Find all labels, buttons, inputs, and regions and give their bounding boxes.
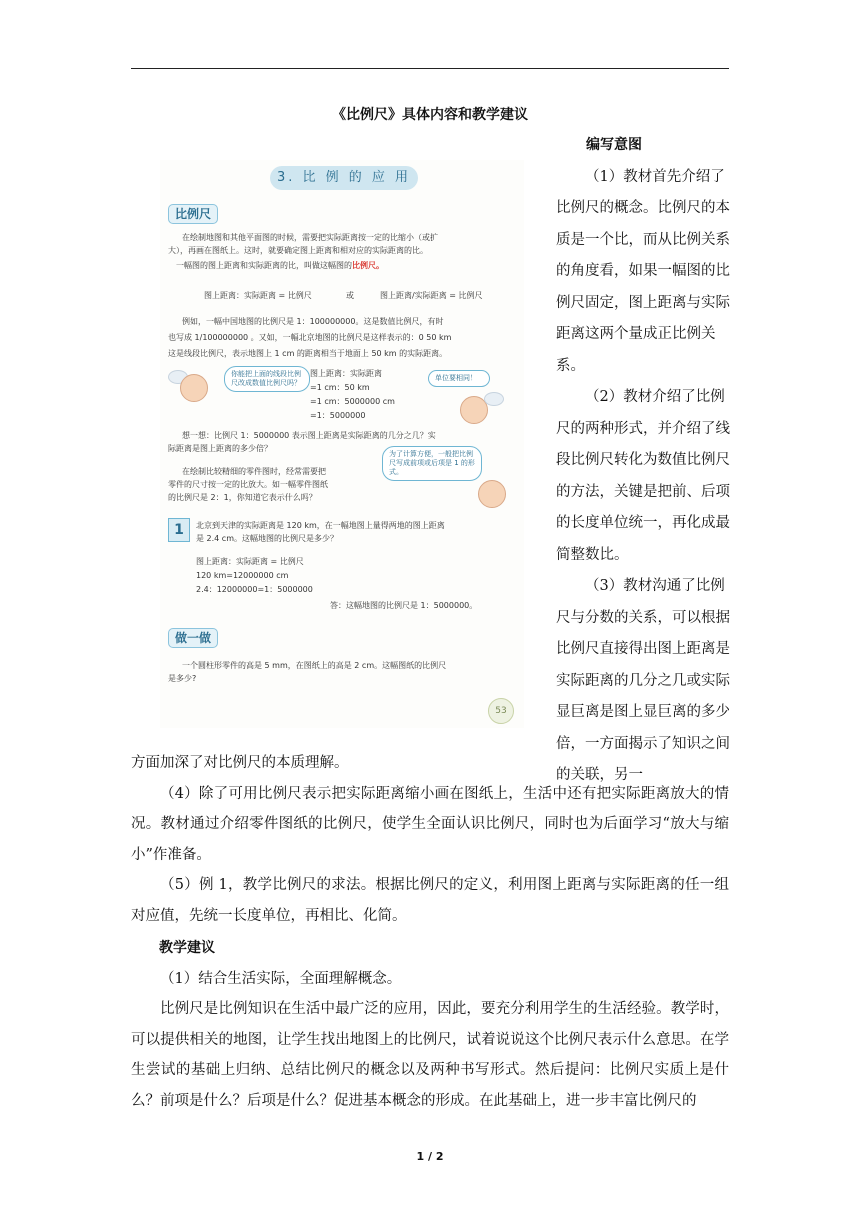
tag-try: 做一做 <box>168 628 218 648</box>
intent-paragraph-5: （5）例 1，教学比例尺的求法。根据比例尺的定义，利用图上距离与实际距离的任一组对应值，先统一长度单位，再相比、化简。 <box>131 877 729 924</box>
intent-paragraph-3: （3）教材沟通了比例尺与分数的关系，可以根据比例尺直接得出图上距离是实际距离的几分之几或实际显巨离是图上显巨离的多少倍，一方面揭示了知识之间的关联，另一 <box>556 578 730 783</box>
tb-formula1: 图上距离：实际距离 = 比例尺 <box>204 291 312 300</box>
tb-calc: =1 cm：5000000 cm <box>310 397 395 406</box>
document-title: 《比例尺》具体内容和教学建议 <box>332 107 528 123</box>
body-text <box>131 748 729 1116</box>
tb-line: 零件的尺寸按一定的比放大。如一幅零件图纸 <box>168 480 328 489</box>
speech-bubble: 单位要相同！ <box>428 370 490 387</box>
tb-solution: 120 km=12000000 cm <box>196 571 289 580</box>
tb-formula-or: 或 <box>346 291 354 300</box>
angel-illustration <box>180 374 208 402</box>
intent-paragraph-2: （2）教材介绍了比例尺的两种形式，并介绍了线段比例尺转化为数值比例尺的方法，关键是把前、后项的长度单位统一，再化成最简整数比。 <box>556 389 730 563</box>
intent-paragraph-4: （4）除了可用比例尺表示把实际距离缩小画在图纸上，生活中还有把实际距离放大的情况。教材通过介绍零件图纸的比例尺，使学生全面认识比例尺，同时也为后面学习“放大与缩小”作准备。 <box>131 785 729 863</box>
tb-line: 的比例尺是 2：1，你知道它表示什么吗？ <box>168 493 317 502</box>
tb-line: 例如，一幅中国地图的比例尺是 1：100000000。这是数值比例尺，有时 <box>182 317 444 326</box>
tb-line: 一个圆柱形零件的高是 5 mm，在图纸上的高是 2 cm。这幅图纸的比例尺 <box>182 661 447 670</box>
tb-line: 在绘制地图和其他平面图的时候，需要把实际距离按一定的比缩小（或扩 <box>182 233 438 242</box>
angel-illustration <box>478 480 506 508</box>
tb-definition-text: 一幅图的图上距离和实际距离的比，叫做这幅图的 <box>176 261 352 270</box>
tb-line: 大），再画在图纸上。这时，就要确定图上距离和相对应的实际距离的比。 <box>168 246 428 255</box>
tb-line: 这是线段比例尺，表示地图上 1 cm 的距离相当于地面上 50 km 的实际距离。 <box>168 349 448 358</box>
textbook-page-image <box>160 160 524 728</box>
tb-answer: 答：这幅地图的比例尺是 1：5000000。 <box>330 601 478 610</box>
angel-wing <box>484 392 504 406</box>
header-rule <box>131 68 729 69</box>
suggestion-paragraph-1: （1）结合生活实际，全面理解概念。 <box>160 970 402 987</box>
intent-heading: 编写意图 <box>586 137 642 153</box>
tb-line: 是多少? <box>168 674 197 683</box>
tb-line: 也写成 1/100000000 。又如，一幅北京地图的比例尺是这样表示的：0 50 km <box>168 333 452 342</box>
tb-example: 是 2.4 cm。这幅地图的比例尺是多少？ <box>196 534 338 543</box>
speech-bubble: 为了计算方便，一般把比例尺写成前项或后项是 1 的形式。 <box>382 446 482 481</box>
tb-line: 在绘制比较精细的零件图时，经常需要把 <box>182 467 326 476</box>
tb-line: 际距离是图上距离的多少倍？ <box>168 444 272 453</box>
tag-scale: 比例尺 <box>168 204 218 224</box>
tb-calc: =1 cm：50 km <box>310 383 370 392</box>
textbook-page-number: 53 <box>488 698 514 724</box>
example-number: 1 <box>168 518 190 542</box>
tb-calc: 图上距离：实际距离 <box>310 369 382 378</box>
tb-definition <box>168 260 524 271</box>
suggestion-paragraph-2: 比例尺是比例知识在生活中最广泛的应用，因此，要充分利用学生的生活经验。教学时，可以提供相关的地图，让学生找出地图上的比例尺，试着说说这个比例尺表示什么意思。在学生尝试的基础上归纳、总结比例尺的概念以及两种书写形式。然后提问：比例尺实质上是什么？前项是什么？后项是什么？促进基本概念的形成。在此基础上，进一步丰富比例尺的 <box>131 1001 729 1109</box>
suggestion-heading: 教学建议 <box>159 940 215 956</box>
tb-line: 想一想：比例尺 1：5000000 表示图上距离是实际距离的几分之几？实 <box>182 431 436 440</box>
tb-solution: 2.4：12000000=1：5000000 <box>196 585 313 594</box>
tb-solution: 图上距离：实际距离 = 比例尺 <box>196 557 304 566</box>
tb-term: 比例尺。 <box>352 261 384 270</box>
tb-example: 北京到天津的实际距离是 120 km，在一幅地图上量得两地的图上距离 <box>196 521 445 530</box>
speech-bubble: 你能把上面的线段比例尺改成数值比例尺吗？ <box>224 366 310 392</box>
intent-column <box>556 130 732 792</box>
page-number: 1 / 2 <box>416 1150 444 1163</box>
tb-formula2: 图上距离/实际距离 = 比例尺 <box>380 291 483 300</box>
intent-paragraph-3-continued: 方面加深了对比例尺的本质理解。 <box>131 755 349 771</box>
intent-paragraph-1: （1）教材首先介绍了比例尺的概念。比例尺的本质是一个比，而从比例关系的角度看，如果一幅图的比例尺固定，图上距离与实际距离这两个量成正比例关系。 <box>556 168 730 374</box>
section-banner: 3. 比 例 的 应 用 <box>270 166 418 190</box>
tb-calc: =1：5000000 <box>310 411 366 420</box>
